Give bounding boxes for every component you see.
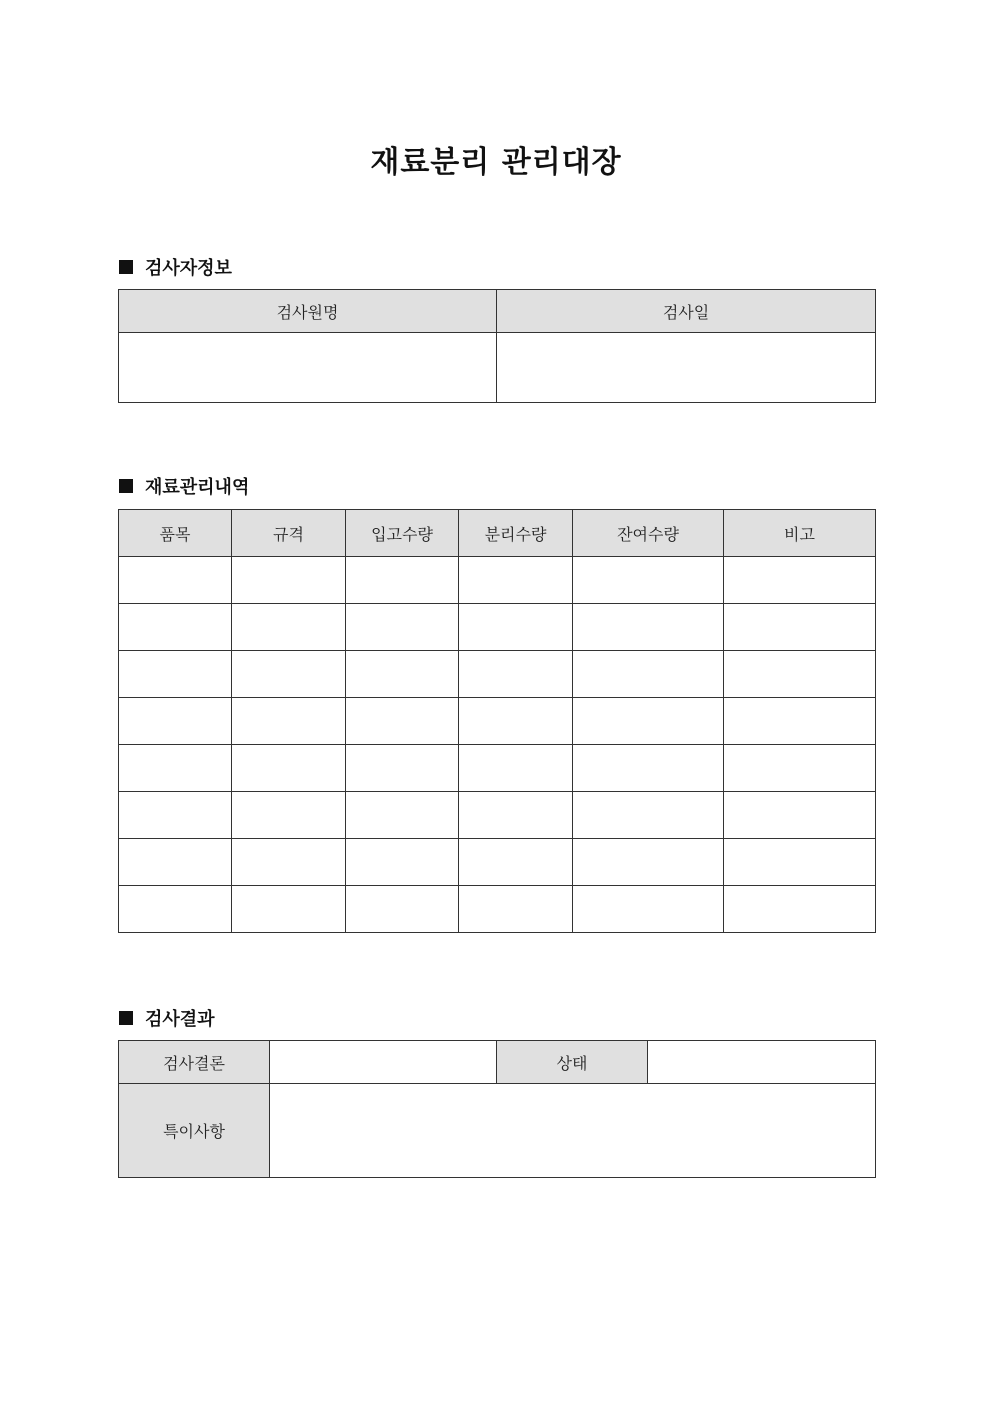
cell-item[interactable] bbox=[119, 651, 232, 698]
header-inspection-date: 검사일 bbox=[497, 290, 876, 333]
cell-note[interactable] bbox=[724, 604, 876, 651]
cell-remaining-qty[interactable] bbox=[573, 886, 724, 933]
section-heading-label: 검사결과 bbox=[145, 1009, 215, 1030]
cell-remaining-qty[interactable] bbox=[573, 745, 724, 792]
header-spec: 규격 bbox=[232, 510, 346, 557]
cell-separated-qty[interactable] bbox=[459, 745, 573, 792]
cell-item[interactable] bbox=[119, 745, 232, 792]
cell-received-qty[interactable] bbox=[346, 651, 459, 698]
cell-note[interactable] bbox=[724, 839, 876, 886]
cell-note[interactable] bbox=[724, 557, 876, 604]
conclusion-label: 검사결론 bbox=[119, 1041, 270, 1084]
cell-note[interactable] bbox=[724, 792, 876, 839]
square-bullet-icon bbox=[119, 1011, 133, 1025]
header-received-qty: 입고수량 bbox=[346, 510, 459, 557]
cell-separated-qty[interactable] bbox=[459, 886, 573, 933]
cell-spec[interactable] bbox=[232, 651, 346, 698]
section-heading-result bbox=[119, 1005, 215, 1031]
cell-received-qty[interactable] bbox=[346, 698, 459, 745]
conclusion-value-cell[interactable] bbox=[270, 1041, 497, 1084]
square-bullet-icon bbox=[119, 260, 133, 274]
cell-item[interactable] bbox=[119, 698, 232, 745]
inspector-table bbox=[118, 289, 876, 403]
cell-spec[interactable] bbox=[232, 698, 346, 745]
cell-note[interactable] bbox=[724, 651, 876, 698]
cell-received-qty[interactable] bbox=[346, 557, 459, 604]
table-row bbox=[119, 792, 876, 839]
status-label: 상태 bbox=[497, 1041, 648, 1084]
result-table bbox=[118, 1040, 876, 1178]
inspection-date-cell[interactable] bbox=[497, 333, 876, 403]
table-row bbox=[119, 745, 876, 792]
cell-spec[interactable] bbox=[232, 839, 346, 886]
header-inspector-name: 검사원명 bbox=[119, 290, 497, 333]
cell-remaining-qty[interactable] bbox=[573, 651, 724, 698]
cell-separated-qty[interactable] bbox=[459, 698, 573, 745]
cell-spec[interactable] bbox=[232, 792, 346, 839]
cell-separated-qty[interactable] bbox=[459, 557, 573, 604]
cell-received-qty[interactable] bbox=[346, 886, 459, 933]
cell-remaining-qty[interactable] bbox=[573, 839, 724, 886]
table-row bbox=[119, 604, 876, 651]
cell-received-qty[interactable] bbox=[346, 745, 459, 792]
cell-spec[interactable] bbox=[232, 745, 346, 792]
cell-separated-qty[interactable] bbox=[459, 792, 573, 839]
cell-remaining-qty[interactable] bbox=[573, 698, 724, 745]
section-heading-inspector bbox=[119, 254, 232, 280]
cell-item[interactable] bbox=[119, 886, 232, 933]
cell-item[interactable] bbox=[119, 792, 232, 839]
status-value-cell[interactable] bbox=[648, 1041, 876, 1084]
cell-spec[interactable] bbox=[232, 557, 346, 604]
header-separated-qty: 분리수량 bbox=[459, 510, 573, 557]
table-row bbox=[119, 886, 876, 933]
cell-remaining-qty[interactable] bbox=[573, 557, 724, 604]
cell-separated-qty[interactable] bbox=[459, 651, 573, 698]
cell-item[interactable] bbox=[119, 839, 232, 886]
table-row bbox=[119, 651, 876, 698]
material-table bbox=[118, 509, 876, 933]
table-row bbox=[119, 698, 876, 745]
section-heading-label: 재료관리내역 bbox=[145, 477, 250, 498]
cell-separated-qty[interactable] bbox=[459, 604, 573, 651]
cell-received-qty[interactable] bbox=[346, 839, 459, 886]
cell-item[interactable] bbox=[119, 604, 232, 651]
cell-remaining-qty[interactable] bbox=[573, 792, 724, 839]
cell-remaining-qty[interactable] bbox=[573, 604, 724, 651]
remarks-label: 특이사항 bbox=[119, 1084, 270, 1178]
section-heading-label: 검사자정보 bbox=[145, 258, 232, 279]
cell-note[interactable] bbox=[724, 886, 876, 933]
header-remaining-qty: 잔여수량 bbox=[573, 510, 724, 557]
square-bullet-icon bbox=[119, 479, 133, 493]
header-item: 품목 bbox=[119, 510, 232, 557]
document-title: 재료분리 관리대장 bbox=[370, 145, 622, 180]
cell-received-qty[interactable] bbox=[346, 792, 459, 839]
cell-spec[interactable] bbox=[232, 604, 346, 651]
table-row bbox=[119, 557, 876, 604]
cell-received-qty[interactable] bbox=[346, 604, 459, 651]
cell-separated-qty[interactable] bbox=[459, 839, 573, 886]
cell-note[interactable] bbox=[724, 745, 876, 792]
section-heading-material bbox=[119, 473, 249, 499]
remarks-value-cell[interactable] bbox=[270, 1084, 876, 1178]
cell-note[interactable] bbox=[724, 698, 876, 745]
inspector-name-cell[interactable] bbox=[119, 333, 497, 403]
header-note: 비고 bbox=[724, 510, 876, 557]
cell-spec[interactable] bbox=[232, 886, 346, 933]
table-row bbox=[119, 839, 876, 886]
cell-item[interactable] bbox=[119, 557, 232, 604]
